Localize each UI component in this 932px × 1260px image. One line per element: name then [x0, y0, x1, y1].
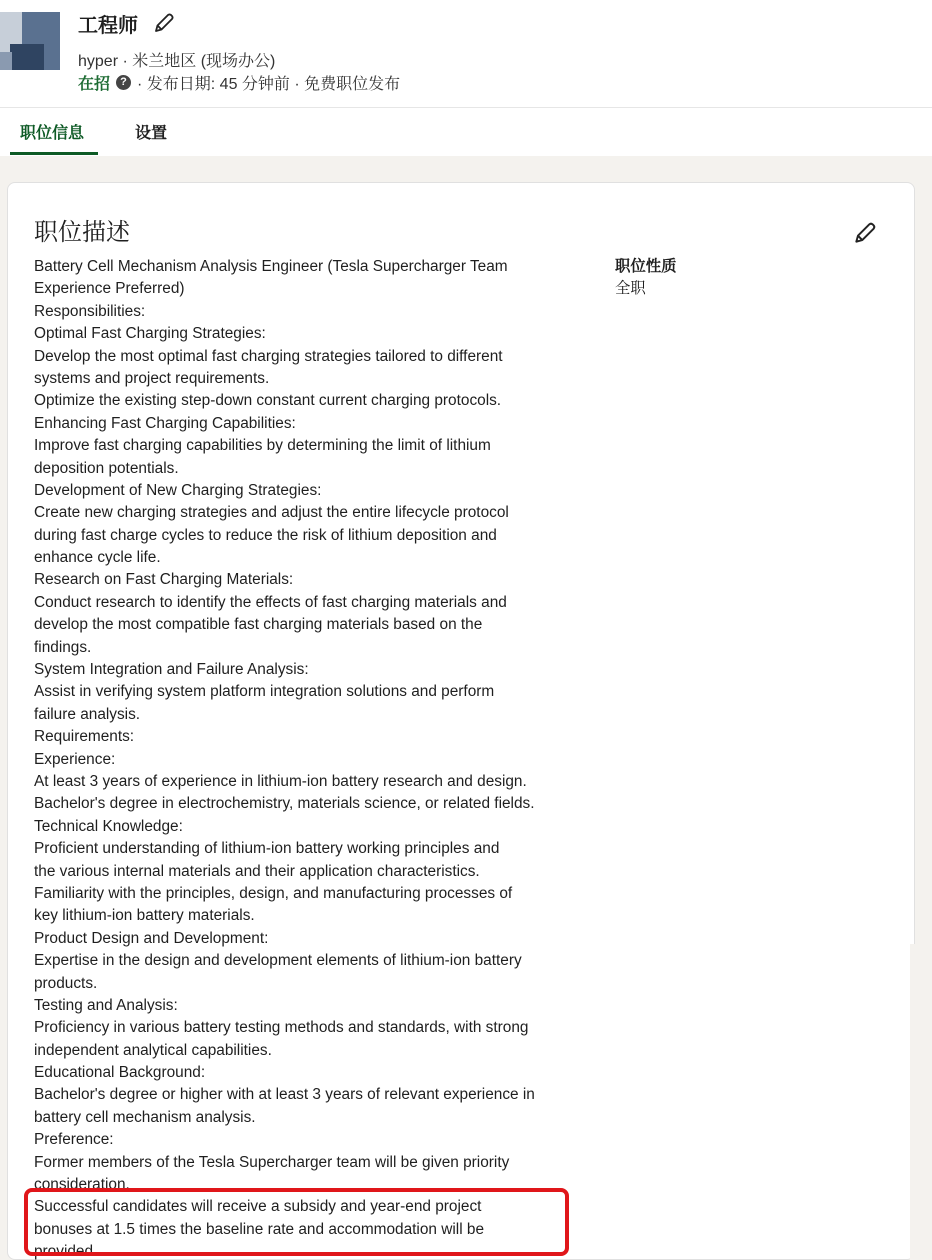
active-tab-indicator: [10, 152, 98, 155]
job-description-text: [34, 256, 594, 1260]
description-line: Conduct research to identify the effects of fast charging materials and: [34, 593, 507, 611]
tab-bar: [0, 108, 932, 156]
company-logo[interactable]: [0, 12, 60, 70]
employment-type-label: 职位性质: [615, 258, 677, 275]
description-line: Former members of the Tesla Supercharger team will be given priority: [34, 1153, 510, 1171]
title-row: [78, 9, 176, 37]
status-badge: 在招: [78, 76, 111, 93]
description-line: during fast charge cycles to reduce the risk of lithium deposition and: [34, 526, 497, 544]
description-line: the various internal materials and their application characteristics.: [34, 862, 480, 880]
description-line: Battery Cell Mechanism Analysis Engineer (Tesla Supercharger Team: [34, 258, 508, 275]
description-line: At least 3 years of experience in lithium-ion battery research and design.: [34, 772, 527, 790]
company-location: hyper · 米兰地区 (现场办公): [78, 53, 276, 70]
description-line: provided.: [34, 1243, 98, 1260]
job-header: [0, 0, 932, 108]
highlight-box: [24, 1188, 569, 1256]
description-line: Expertise in the design and development elements of lithium-ion battery: [34, 952, 522, 970]
description-line: Optimal Fast Charging Strategies:: [34, 325, 266, 343]
description-line: Experience Preferred): [34, 280, 185, 298]
description-line: Preference:: [34, 1131, 114, 1149]
tab-job-info[interactable]: 职位信息: [20, 125, 85, 142]
page-background-strip: [910, 944, 932, 1260]
edit-title-pencil-icon[interactable]: [152, 11, 176, 35]
description-line: Technical Knowledge:: [34, 817, 183, 835]
description-line: Responsibilities:: [34, 302, 146, 320]
description-line: Development of New Charging Strategies:: [34, 481, 322, 499]
description-line: Improve fast charging capabilities by determining the limit of lithium: [34, 437, 491, 455]
description-line: Develop the most optimal fast charging strategies tailored to different: [34, 347, 503, 365]
description-line: Research on Fast Charging Materials:: [34, 571, 294, 589]
description-line: System Integration and Failure Analysis:: [34, 661, 309, 679]
description-line: deposition potentials.: [34, 459, 179, 477]
description-line: systems and project requirements.: [34, 369, 270, 387]
description-line: independent analytical capabilities.: [34, 1041, 272, 1059]
description-line: Experience:: [34, 750, 116, 768]
description-line: Proficiency in various battery testing methods and standards, with strong: [34, 1019, 529, 1037]
description-line: Requirements:: [34, 728, 135, 746]
description-line: Enhancing Fast Charging Capabilities:: [34, 414, 296, 432]
description-line: failure analysis.: [34, 705, 141, 723]
section-title: 职位描述: [34, 219, 130, 246]
description-line: consideration.: [34, 1176, 130, 1194]
description-line: bonuses at 1.5 times the baseline rate and accommodation will be: [34, 1220, 485, 1238]
description-line: enhance cycle life.: [34, 549, 161, 567]
help-circle-icon[interactable]: ?: [116, 75, 131, 90]
job-title: 工程师: [78, 14, 138, 37]
description-line: Optimize the existing step-down constant current charging protocols.: [34, 392, 502, 410]
description-line: Familiarity with the principles, design, and manufacturing processes of: [34, 884, 513, 902]
description-line: findings.: [34, 638, 92, 656]
description-line: Assist in verifying system platform integration solutions and perform: [34, 683, 495, 701]
edit-description-pencil-icon[interactable]: [852, 220, 878, 246]
description-line: Testing and Analysis:: [34, 996, 178, 1014]
description-line: key lithium-ion battery materials.: [34, 907, 255, 925]
description-line: products.: [34, 974, 98, 992]
employment-type-value: 全职: [615, 280, 646, 298]
description-line: Bachelor's degree or higher with at least 3 years of relevant experience in: [34, 1086, 535, 1104]
description-line: develop the most compatible fast charging materials based on the: [34, 616, 483, 634]
tab-settings[interactable]: 设置: [135, 125, 168, 142]
description-line: Bachelor's degree in electrochemistry, materials science, or related fields.: [34, 795, 535, 813]
description-line: Successful candidates will receive a subsidy and year-end project: [34, 1198, 482, 1216]
description-line: Create new charging strategies and adjust the entire lifecycle protocol: [34, 504, 509, 522]
description-line: battery cell mechanism analysis.: [34, 1108, 256, 1126]
description-line: Proficient understanding of lithium-ion battery working principles and: [34, 840, 500, 858]
description-line: Product Design and Development:: [34, 929, 269, 947]
description-line: Educational Background:: [34, 1064, 206, 1082]
status-line: [78, 71, 400, 94]
posting-meta: · 发布日期: 45 分钟前 · 免费职位发布: [137, 76, 401, 93]
employment-type: [615, 256, 677, 301]
